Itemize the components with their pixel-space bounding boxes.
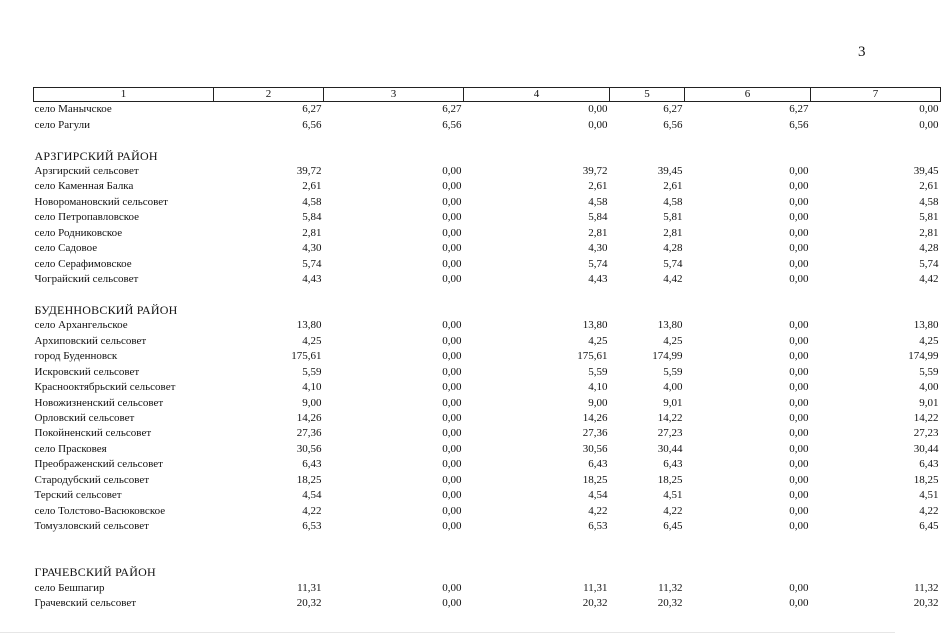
value-cell-col2: 14,26 bbox=[296, 411, 322, 424]
value-cell-col6: 0,00 bbox=[789, 381, 809, 394]
value-cell-col7: 27,23 bbox=[913, 427, 939, 440]
table-row bbox=[34, 210, 941, 225]
value-cell-col7: 4,42 bbox=[919, 273, 939, 286]
value-cell-col3: 0,00 bbox=[442, 381, 462, 394]
value-cell-col4: 2,81 bbox=[588, 226, 608, 239]
table-row bbox=[34, 380, 941, 395]
column-header: 6 bbox=[685, 88, 811, 102]
value-cell-col4: 4,25 bbox=[588, 334, 608, 347]
column-header: 3 bbox=[324, 88, 464, 102]
spacer-row bbox=[34, 287, 941, 302]
table-row bbox=[34, 457, 941, 472]
value-cell-col2: 6,53 bbox=[302, 520, 322, 533]
value-cell-col6: 0,00 bbox=[789, 350, 809, 363]
value-cell-col3: 0,00 bbox=[442, 334, 462, 347]
value-cell-col6: 0,00 bbox=[789, 581, 809, 594]
value-cell-col3: 0,00 bbox=[442, 489, 462, 502]
table-row bbox=[34, 488, 941, 503]
value-cell-col5: 6,56 bbox=[663, 118, 683, 131]
spacer-cell bbox=[34, 133, 941, 148]
value-cell-col4: 5,59 bbox=[588, 365, 608, 378]
settlement-name: Стародубский сельсовет bbox=[34, 473, 150, 486]
value-cell-col7: 11,32 bbox=[914, 581, 939, 594]
value-cell-col2: 6,56 bbox=[302, 118, 322, 131]
value-cell-col4: 6,43 bbox=[588, 458, 608, 471]
value-cell-col7: 9,01 bbox=[919, 396, 939, 409]
value-cell-col6: 0,00 bbox=[789, 458, 809, 471]
value-cell-col4: 30,56 bbox=[582, 442, 608, 455]
column-header-row bbox=[34, 88, 941, 102]
value-cell-col3: 0,00 bbox=[442, 365, 462, 378]
table-row bbox=[34, 364, 941, 379]
value-cell-col4: 175,61 bbox=[577, 350, 608, 363]
value-cell-col5: 6,27 bbox=[663, 103, 683, 116]
value-cell-col3: 0,00 bbox=[442, 473, 462, 486]
value-cell-col3: 0,00 bbox=[442, 520, 462, 533]
table-row bbox=[34, 442, 941, 457]
table-row bbox=[34, 256, 941, 271]
value-cell-col3: 0,00 bbox=[442, 396, 462, 409]
value-cell-col6: 0,00 bbox=[789, 365, 809, 378]
table-row bbox=[34, 349, 941, 364]
value-cell-col3: 0,00 bbox=[442, 257, 462, 270]
table-row bbox=[34, 195, 941, 210]
spacer-cell bbox=[34, 550, 941, 565]
value-cell-col4: 18,25 bbox=[582, 473, 608, 486]
settlement-name: Новоромановский сельсовет bbox=[34, 195, 168, 208]
table-row bbox=[34, 226, 941, 241]
value-cell-col6: 0,00 bbox=[789, 442, 809, 455]
column-header: 2 bbox=[214, 88, 324, 102]
value-cell-col3: 6,56 bbox=[442, 118, 462, 131]
value-cell-col5: 14,22 bbox=[657, 411, 683, 424]
value-cell-col6: 0,00 bbox=[789, 520, 809, 533]
value-cell-col6: 0,00 bbox=[789, 180, 809, 193]
value-cell-col6: 0,00 bbox=[789, 489, 809, 502]
value-cell-col4: 39,72 bbox=[582, 164, 608, 177]
value-cell-col4: 6,53 bbox=[588, 520, 608, 533]
settlement-name: Искровский сельсовет bbox=[34, 365, 140, 378]
value-cell-col3: 0,00 bbox=[442, 442, 462, 455]
value-cell-col4: 0,00 bbox=[588, 118, 608, 131]
district-heading: АРЗГИРСКИЙ РАЙОН bbox=[34, 148, 158, 163]
value-cell-col5: 20,32 bbox=[657, 597, 683, 610]
settlement-name: Орловский сельсовет bbox=[34, 411, 135, 424]
value-cell-col2: 39,72 bbox=[296, 164, 322, 177]
value-cell-col7: 13,80 bbox=[913, 319, 939, 332]
settlement-name: Чограйский сельсовет bbox=[34, 273, 139, 286]
value-cell-col5: 39,45 bbox=[657, 164, 683, 177]
value-cell-col2: 9,00 bbox=[302, 396, 322, 409]
value-cell-col6: 0,00 bbox=[789, 334, 809, 347]
settlement-name: село Серафимовское bbox=[34, 257, 132, 270]
settlement-name: Арзгирский сельсовет bbox=[34, 164, 139, 177]
column-header: 4 bbox=[464, 88, 610, 102]
value-cell-col5: 5,81 bbox=[663, 211, 683, 224]
value-cell-col6: 0,00 bbox=[789, 319, 809, 332]
value-cell-col7: 14,22 bbox=[913, 411, 939, 424]
value-cell-col4: 4,43 bbox=[588, 273, 608, 286]
table-row bbox=[34, 272, 941, 287]
budget-table bbox=[33, 87, 941, 611]
value-cell-col3: 0,00 bbox=[442, 427, 462, 440]
value-cell-col7: 4,25 bbox=[919, 334, 939, 347]
value-cell-col6: 0,00 bbox=[789, 427, 809, 440]
value-cell-col6: 0,00 bbox=[789, 504, 809, 517]
value-cell-col2: 5,59 bbox=[302, 365, 322, 378]
value-cell-col3: 0,00 bbox=[442, 180, 462, 193]
value-cell-col5: 5,74 bbox=[663, 257, 683, 270]
district-heading-row bbox=[34, 303, 941, 318]
value-cell-col7: 20,32 bbox=[913, 597, 939, 610]
value-cell-col4: 9,00 bbox=[588, 396, 608, 409]
value-cell-col5: 4,25 bbox=[663, 334, 683, 347]
value-cell-col7: 0,00 bbox=[919, 103, 939, 116]
value-cell-col6: 6,56 bbox=[789, 118, 809, 131]
value-cell-col7: 30,44 bbox=[913, 442, 939, 455]
district-heading-row bbox=[34, 565, 941, 580]
value-cell-col2: 4,22 bbox=[302, 504, 322, 517]
value-cell-col6: 0,00 bbox=[789, 597, 809, 610]
table-row bbox=[34, 318, 941, 333]
value-cell-col5: 9,01 bbox=[663, 396, 683, 409]
value-cell-col6: 0,00 bbox=[789, 195, 809, 208]
value-cell-col7: 2,61 bbox=[919, 180, 939, 193]
value-cell-col6: 0,00 bbox=[789, 396, 809, 409]
settlement-name: Новожизненский сельсовет bbox=[34, 396, 164, 409]
value-cell-col3: 0,00 bbox=[442, 211, 462, 224]
value-cell-col3: 0,00 bbox=[442, 226, 462, 239]
value-cell-col5: 30,44 bbox=[657, 442, 683, 455]
settlement-name: село Архангельское bbox=[34, 319, 128, 332]
settlement-name: село Каменная Балка bbox=[34, 180, 134, 193]
settlement-name: село Манычское bbox=[34, 103, 112, 116]
table-row bbox=[34, 334, 941, 349]
spacer-cell bbox=[34, 534, 941, 549]
value-cell-col5: 4,00 bbox=[663, 381, 683, 394]
value-cell-col4: 4,58 bbox=[588, 195, 608, 208]
value-cell-col7: 5,74 bbox=[919, 257, 939, 270]
settlement-name: село Толстово-Васюковское bbox=[34, 504, 166, 517]
value-cell-col7: 6,43 bbox=[919, 458, 939, 471]
district-heading: ГРАЧЕВСКИЙ РАЙОН bbox=[34, 565, 156, 580]
value-cell-col4: 4,10 bbox=[588, 381, 608, 394]
value-cell-col2: 30,56 bbox=[296, 442, 322, 455]
value-cell-col7: 4,58 bbox=[919, 195, 939, 208]
value-cell-col5: 4,22 bbox=[663, 504, 683, 517]
value-cell-col5: 4,58 bbox=[663, 195, 683, 208]
value-cell-col2: 4,25 bbox=[302, 334, 322, 347]
value-cell-col3: 0,00 bbox=[442, 319, 462, 332]
value-cell-col3: 0,00 bbox=[442, 458, 462, 471]
value-cell-col2: 6,43 bbox=[302, 458, 322, 471]
value-cell-col4: 5,84 bbox=[588, 211, 608, 224]
value-cell-col6: 0,00 bbox=[789, 226, 809, 239]
value-cell-col7: 5,59 bbox=[919, 365, 939, 378]
value-cell-col5: 5,59 bbox=[663, 365, 683, 378]
value-cell-col7: 5,81 bbox=[919, 211, 939, 224]
value-cell-col3: 0,00 bbox=[442, 273, 462, 286]
value-cell-col5: 174,99 bbox=[652, 350, 683, 363]
value-cell-col2: 4,43 bbox=[302, 273, 322, 286]
table-row bbox=[34, 596, 941, 611]
value-cell-col2: 11,31 bbox=[297, 581, 322, 594]
value-cell-col7: 174,99 bbox=[908, 350, 939, 363]
value-cell-col4: 27,36 bbox=[582, 427, 608, 440]
value-cell-col4: 0,00 bbox=[588, 103, 608, 116]
value-cell-col4: 4,22 bbox=[588, 504, 608, 517]
table-row bbox=[34, 581, 941, 596]
value-cell-col6: 0,00 bbox=[789, 411, 809, 424]
value-cell-col7: 0,00 bbox=[919, 118, 939, 131]
page-number: 3 bbox=[858, 44, 866, 60]
value-cell-col5: 4,51 bbox=[663, 489, 683, 502]
settlement-name: село Прасковея bbox=[34, 442, 107, 455]
settlement-name: село Бешпагир bbox=[34, 581, 105, 594]
value-cell-col7: 4,51 bbox=[919, 489, 939, 502]
district-heading-row bbox=[34, 148, 941, 163]
value-cell-col7: 4,00 bbox=[919, 381, 939, 394]
value-cell-col3: 0,00 bbox=[442, 242, 462, 255]
column-header: 7 bbox=[811, 88, 941, 102]
column-header: 5 bbox=[610, 88, 685, 102]
value-cell-col5: 2,61 bbox=[663, 180, 683, 193]
value-cell-col6: 0,00 bbox=[789, 473, 809, 486]
value-cell-col2: 4,54 bbox=[302, 489, 322, 502]
value-cell-col5: 27,23 bbox=[657, 427, 683, 440]
value-cell-col3: 0,00 bbox=[442, 164, 462, 177]
spacer-cell bbox=[34, 287, 941, 302]
value-cell-col2: 5,74 bbox=[302, 257, 322, 270]
table-row bbox=[34, 411, 941, 426]
column-header: 1 bbox=[34, 88, 214, 102]
value-cell-col2: 18,25 bbox=[296, 473, 322, 486]
settlement-name: село Родниковское bbox=[34, 226, 123, 239]
value-cell-col4: 11,31 bbox=[583, 581, 608, 594]
settlement-name: Архиповский сельсовет bbox=[34, 334, 147, 347]
settlement-name: Грачевский сельсовет bbox=[34, 597, 137, 610]
value-cell-col7: 18,25 bbox=[913, 473, 939, 486]
value-cell-col4: 4,54 bbox=[588, 489, 608, 502]
settlement-name: Краснооктябрьский сельсовет bbox=[34, 381, 176, 394]
value-cell-col5: 18,25 bbox=[657, 473, 683, 486]
value-cell-col6: 0,00 bbox=[789, 257, 809, 270]
settlement-name: село Рагули bbox=[34, 118, 91, 131]
value-cell-col4: 14,26 bbox=[582, 411, 608, 424]
district-heading: БУДЕННОВСКИЙ РАЙОН bbox=[34, 302, 178, 317]
spacer-row bbox=[34, 550, 941, 565]
value-cell-col3: 0,00 bbox=[442, 411, 462, 424]
value-cell-col7: 4,22 bbox=[919, 504, 939, 517]
value-cell-col2: 13,80 bbox=[296, 319, 322, 332]
table-row bbox=[34, 503, 941, 518]
settlement-name: Томузловский сельсовет bbox=[34, 520, 149, 533]
table-row bbox=[34, 117, 941, 132]
value-cell-col7: 4,28 bbox=[919, 242, 939, 255]
value-cell-col3: 0,00 bbox=[442, 581, 462, 594]
value-cell-col7: 39,45 bbox=[913, 164, 939, 177]
table-row bbox=[34, 395, 941, 410]
table-row bbox=[34, 519, 941, 534]
value-cell-col4: 13,80 bbox=[582, 319, 608, 332]
value-cell-col5: 4,42 bbox=[663, 273, 683, 286]
settlement-name: село Садовое bbox=[34, 242, 98, 255]
value-cell-col3: 0,00 bbox=[442, 597, 462, 610]
value-cell-col2: 2,81 bbox=[302, 226, 322, 239]
settlement-name: село Петропавловское bbox=[34, 211, 140, 224]
value-cell-col2: 2,61 bbox=[302, 180, 322, 193]
settlement-name: Преображенский сельсовет bbox=[34, 458, 163, 471]
value-cell-col5: 2,81 bbox=[663, 226, 683, 239]
value-cell-col3: 0,00 bbox=[442, 350, 462, 363]
settlement-name: Покойненский сельсовет bbox=[34, 427, 152, 440]
value-cell-col6: 0,00 bbox=[789, 273, 809, 286]
value-cell-col3: 0,00 bbox=[442, 504, 462, 517]
value-cell-col5: 6,45 bbox=[663, 520, 683, 533]
value-cell-col6: 6,27 bbox=[789, 103, 809, 116]
table-row bbox=[34, 426, 941, 441]
value-cell-col2: 4,58 bbox=[302, 195, 322, 208]
value-cell-col2: 6,27 bbox=[302, 103, 322, 116]
value-cell-col2: 4,30 bbox=[302, 242, 322, 255]
value-cell-col4: 2,61 bbox=[588, 180, 608, 193]
value-cell-col5: 11,32 bbox=[658, 581, 683, 594]
value-cell-col2: 4,10 bbox=[302, 381, 322, 394]
value-cell-col2: 27,36 bbox=[296, 427, 322, 440]
spacer-row bbox=[34, 534, 941, 549]
value-cell-col4: 5,74 bbox=[588, 257, 608, 270]
value-cell-col2: 175,61 bbox=[291, 350, 322, 363]
value-cell-col4: 4,30 bbox=[588, 242, 608, 255]
value-cell-col3: 0,00 bbox=[442, 195, 462, 208]
value-cell-col2: 5,84 bbox=[302, 211, 322, 224]
table-row bbox=[34, 473, 941, 488]
spacer-row bbox=[34, 133, 941, 148]
value-cell-col6: 0,00 bbox=[789, 211, 809, 224]
value-cell-col7: 6,45 bbox=[919, 520, 939, 533]
value-cell-col4: 20,32 bbox=[582, 597, 608, 610]
value-cell-col5: 13,80 bbox=[657, 319, 683, 332]
value-cell-col2: 20,32 bbox=[296, 597, 322, 610]
value-cell-col3: 6,27 bbox=[442, 103, 462, 116]
value-cell-col6: 0,00 bbox=[789, 164, 809, 177]
value-cell-col5: 4,28 bbox=[663, 242, 683, 255]
value-cell-col5: 6,43 bbox=[663, 458, 683, 471]
settlement-name: город Буденновск bbox=[34, 350, 118, 363]
value-cell-col7: 2,81 bbox=[919, 226, 939, 239]
table-row bbox=[34, 241, 941, 256]
table-row bbox=[34, 102, 941, 118]
value-cell-col6: 0,00 bbox=[789, 242, 809, 255]
table-row bbox=[34, 179, 941, 194]
settlement-name: Терский сельсовет bbox=[34, 489, 122, 502]
scan-artifact-line bbox=[0, 632, 895, 633]
table-row bbox=[34, 164, 941, 179]
